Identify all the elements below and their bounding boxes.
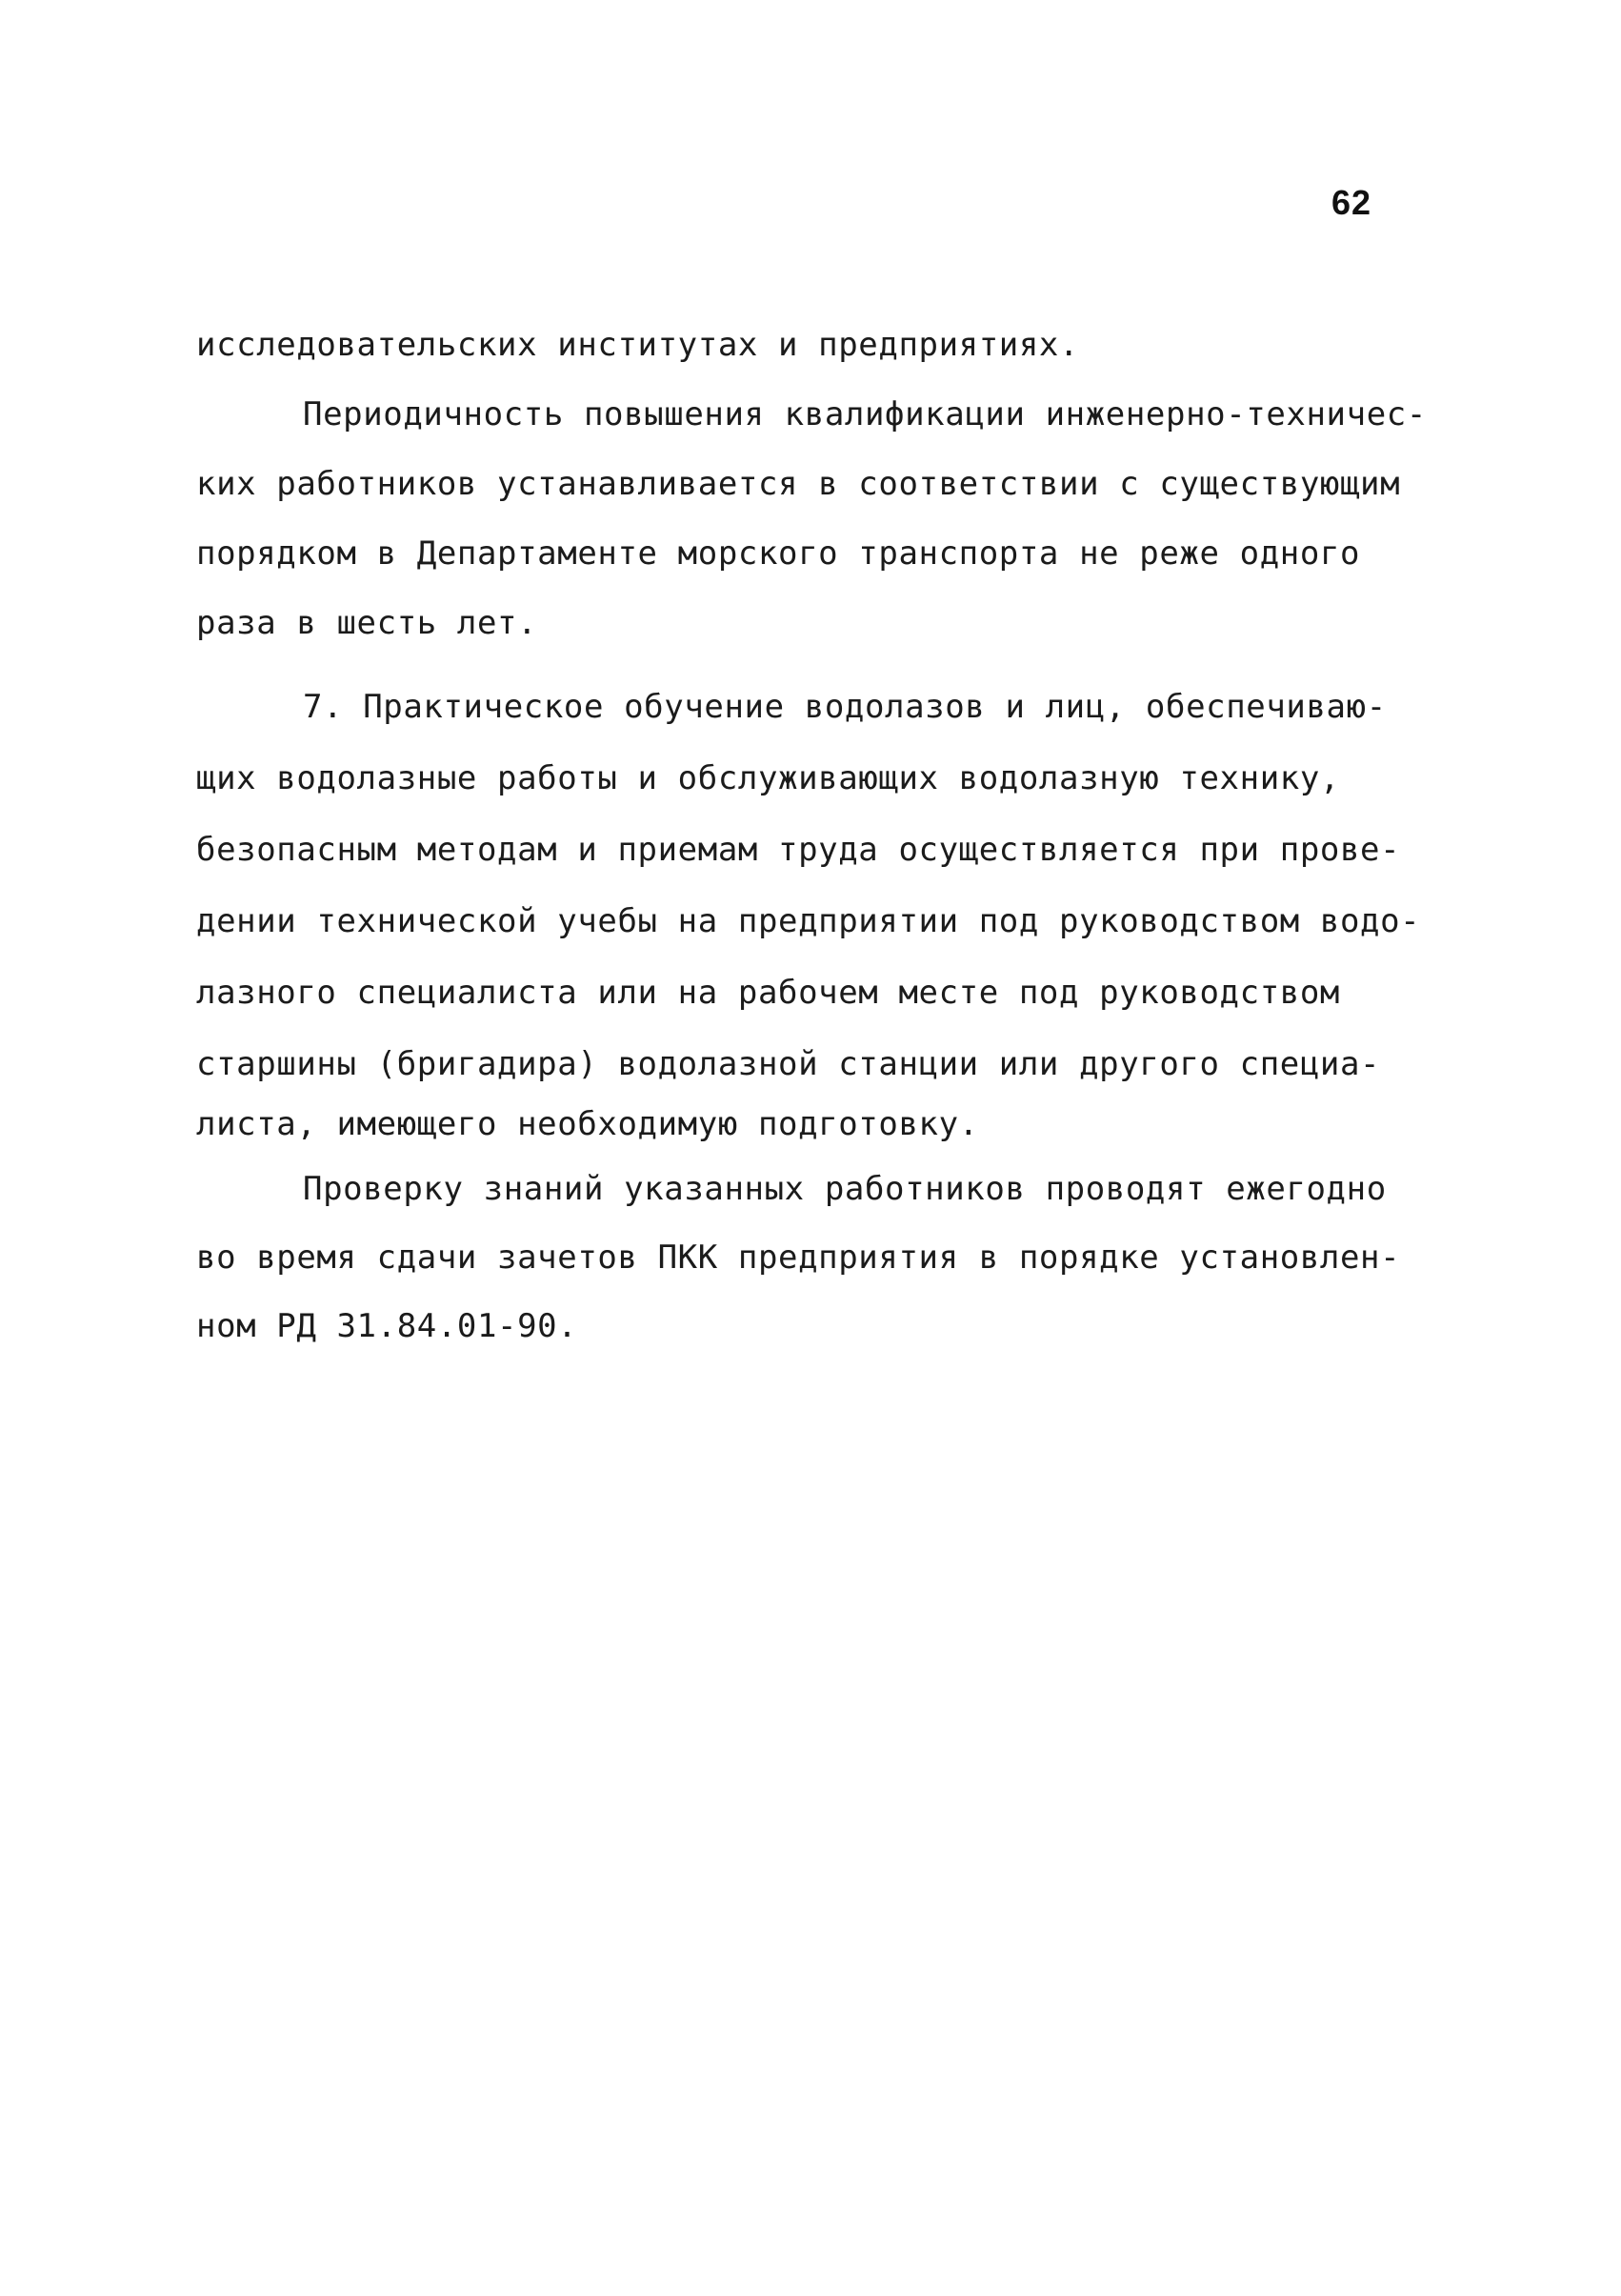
text-line: дении технической учебы на предприятии под руководством водо- — [196, 902, 1421, 940]
text-line: листа, имеющего необходимую подготовку. — [196, 1105, 979, 1143]
text-line: ких работников устанавливается в соответствии с существующим — [196, 465, 1401, 503]
text-line: Периодичность повышения квалификации инженерно-техничес- — [303, 395, 1427, 433]
text-line: Проверку знаний указанных работников проводят ежегодно — [303, 1170, 1387, 1208]
text-line: раза в шесть лет. — [196, 604, 538, 642]
text-line: ном РД 31.84.01-90. — [196, 1307, 578, 1345]
text-line: щих водолазные работы и обслуживающих водолазную технику, — [196, 759, 1340, 797]
text-line: порядком в Департаменте морского транспорта не реже одного — [196, 534, 1361, 573]
text-line: безопасным методам и приемам труда осуществляется при прове- — [196, 831, 1401, 869]
text-line: старшины (бригадира) водолазной станции или другого специа- — [196, 1045, 1381, 1083]
text-line: во время сдачи зачетов ПКК предприятия в порядке установлен- — [196, 1239, 1401, 1277]
text-line: исследовательских институтах и предприятиях. — [196, 326, 1080, 364]
text-line: 7. Практическое обучение водолазов и лиц, обеспечиваю- — [303, 688, 1387, 726]
text-line: лазного специалиста или на рабочем месте под руководством — [196, 974, 1340, 1012]
page-number: 62 — [1331, 183, 1372, 222]
